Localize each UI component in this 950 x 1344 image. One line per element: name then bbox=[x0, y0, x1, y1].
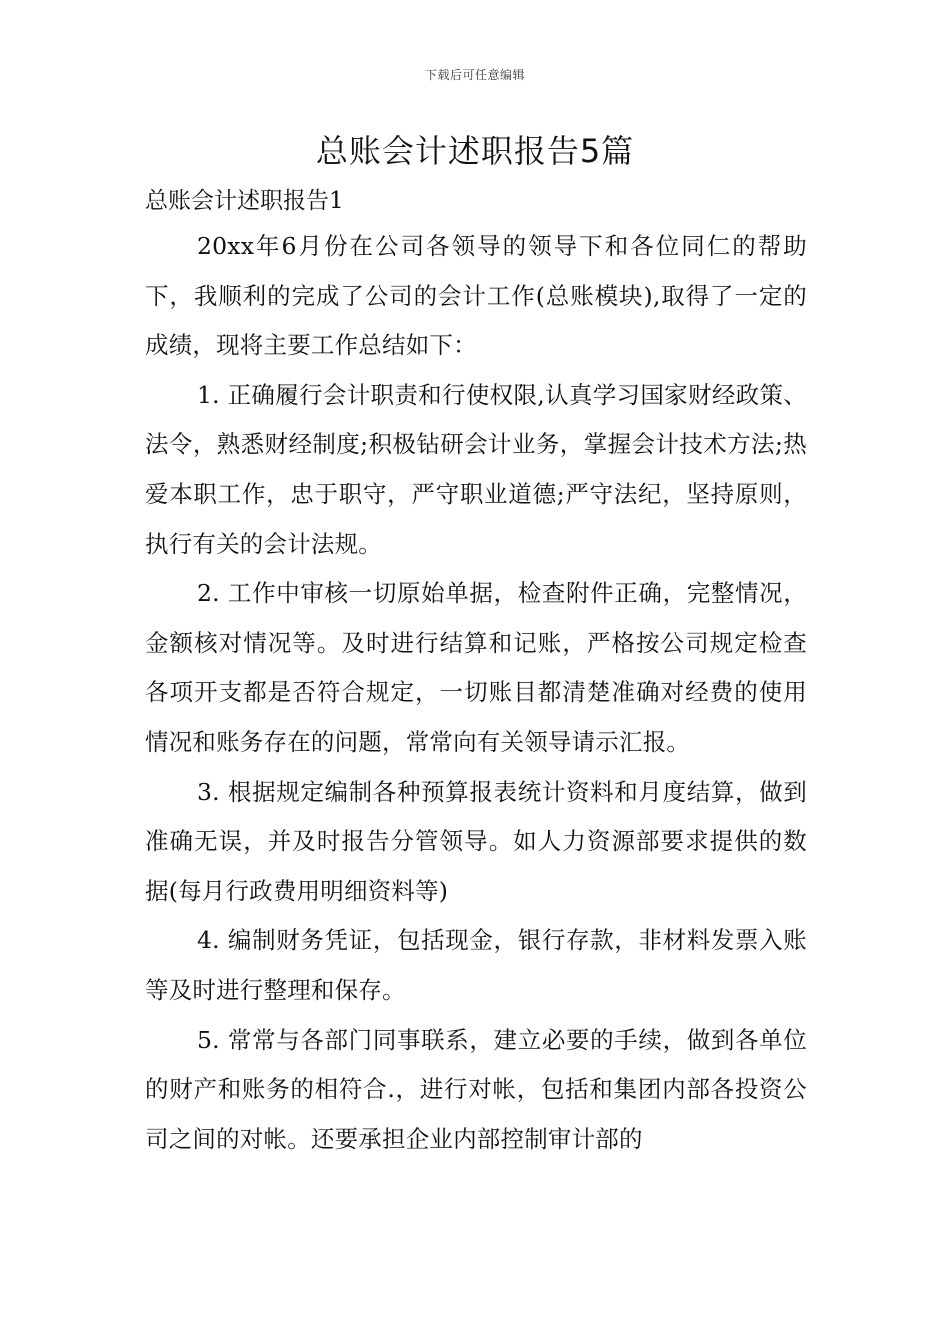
paragraph-intro: 20xx年6月份在公司各领导的领导下和各位同仁的帮助下，我顺利的完成了公司的会计工作(总账模块),取得了一定的成绩，现将主要工作总结如下： bbox=[145, 232, 807, 360]
document-title: 总账会计述职报告5篇 bbox=[315, 132, 635, 170]
header-note: 下载后可任意编辑 bbox=[424, 68, 525, 82]
body-text bbox=[145, 222, 807, 1164]
paragraph-item-5: 5. 常常与各部门同事联系，建立必要的手续，做到各单位的财产和账务的相符合.，进行对帐，包括和集团内部各投资公司之间的对帐。还要承担企业内部控制审计部的 bbox=[145, 1025, 807, 1153]
paragraph-item-2: 2. 工作中审核一切原始单据，检查附件正确，完整情况，金额核对情况等。及时进行结算和记账，严格按公司规定检查各项开支都是否符合规定，一切账目都清楚准确对经费的使用情况和账务存在的问题，常常向有关领导请示汇报。 bbox=[145, 579, 807, 756]
paragraph-item-4: 4. 编制财务凭证，包括现金，银行存款，非材料发票入账等及时进行整理和保存。 bbox=[145, 926, 807, 1004]
paragraph-item-3: 3. 根据规定编制各种预算报表统计资料和月度结算，做到准确无误，并及时报告分管领导。如人力资源部要求提供的数据(每月行政费用明细资料等) bbox=[145, 777, 807, 905]
paragraph-item-1: 1. 正确履行会计职责和行使权限,认真学习国家财经政策、法令，熟悉财经制度;积极钻研会计业务，掌握会计技术方法;热爱本职工作，忠于职守，严守职业道德;严守法纪，坚持原则，执行有关的会计法规。 bbox=[145, 380, 807, 558]
section-heading: 总账会计述职报告1 bbox=[145, 188, 344, 214]
